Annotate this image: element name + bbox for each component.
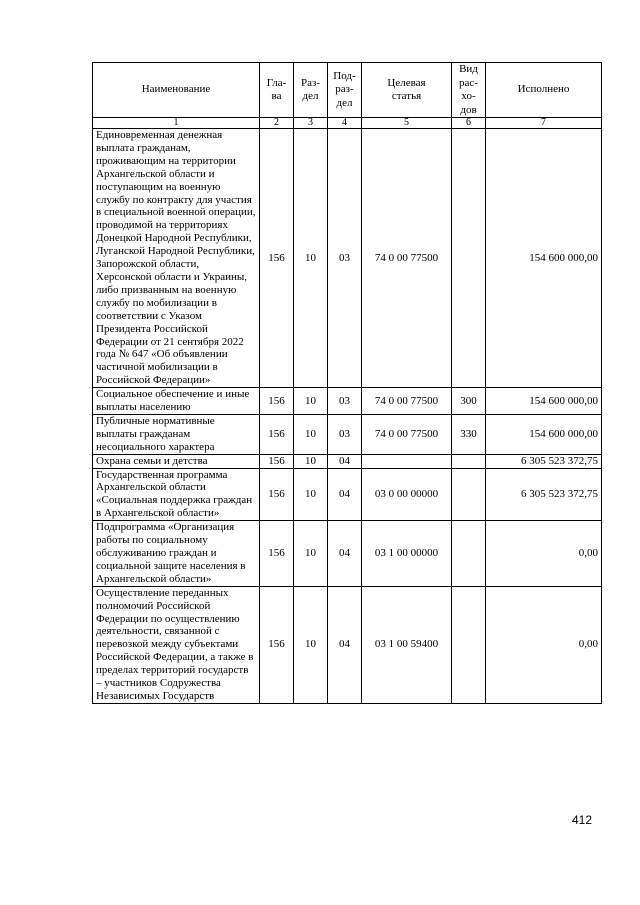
table-row bbox=[93, 414, 602, 454]
row-expense-type bbox=[452, 586, 486, 703]
row-chapter: 156 bbox=[260, 468, 294, 521]
row-target-article: 74 0 00 77500 bbox=[362, 388, 452, 415]
row-chapter: 156 bbox=[260, 414, 294, 454]
row-chapter: 156 bbox=[260, 521, 294, 587]
column-number: 6 bbox=[452, 118, 486, 129]
budget-table bbox=[92, 62, 602, 704]
row-executed: 0,00 bbox=[486, 521, 602, 587]
row-section: 10 bbox=[294, 586, 328, 703]
row-executed: 6 305 523 372,75 bbox=[486, 454, 602, 468]
row-target-article: 74 0 00 77500 bbox=[362, 414, 452, 454]
row-target-article: 03 1 00 00000 bbox=[362, 521, 452, 587]
row-section: 10 bbox=[294, 521, 328, 587]
row-subsection: 04 bbox=[328, 586, 362, 703]
column-number: 1 bbox=[93, 118, 260, 129]
header-chapter: Гла- ва bbox=[260, 63, 294, 118]
row-expense-type bbox=[452, 521, 486, 587]
row-expense-type: 300 bbox=[452, 388, 486, 415]
row-subsection: 04 bbox=[328, 454, 362, 468]
row-chapter: 156 bbox=[260, 454, 294, 468]
row-name: Публичные нормативные выплаты гражданам несоциального характера bbox=[93, 414, 260, 454]
row-subsection: 03 bbox=[328, 129, 362, 388]
row-target-article bbox=[362, 454, 452, 468]
table-row bbox=[93, 388, 602, 415]
row-name: Осуществление переданных полномочий Российской Федерации по осуществлению деятельности, связанной с перевозкой между субъектами Российской Федерации, а также в пределах территорий государств – участников Содружества Независимых Государств bbox=[93, 586, 260, 703]
row-section: 10 bbox=[294, 468, 328, 521]
row-name: Подпрограмма «Организация работы по социальному обслуживанию граждан и социальной защите населения в Архангельской области» bbox=[93, 521, 260, 587]
column-number: 4 bbox=[328, 118, 362, 129]
row-executed: 6 305 523 372,75 bbox=[486, 468, 602, 521]
header-expense-type: Вид рас- хо- дов bbox=[452, 63, 486, 118]
row-target-article: 74 0 00 77500 bbox=[362, 129, 452, 388]
row-executed: 0,00 bbox=[486, 586, 602, 703]
row-section: 10 bbox=[294, 414, 328, 454]
row-expense-type bbox=[452, 129, 486, 388]
header-target-article: Целевая статья bbox=[362, 63, 452, 118]
row-target-article: 03 0 00 00000 bbox=[362, 468, 452, 521]
header-subsection: Под- раз- дел bbox=[328, 63, 362, 118]
row-expense-type bbox=[452, 454, 486, 468]
table-row bbox=[93, 129, 602, 388]
row-executed: 154 600 000,00 bbox=[486, 414, 602, 454]
table-row bbox=[93, 521, 602, 587]
row-expense-type: 330 bbox=[452, 414, 486, 454]
row-subsection: 04 bbox=[328, 521, 362, 587]
row-section: 10 bbox=[294, 454, 328, 468]
table-row bbox=[93, 454, 602, 468]
row-name: Охрана семьи и детства bbox=[93, 454, 260, 468]
header-row bbox=[93, 63, 602, 118]
column-number: 5 bbox=[362, 118, 452, 129]
row-executed: 154 600 000,00 bbox=[486, 388, 602, 415]
row-expense-type bbox=[452, 468, 486, 521]
column-number: 3 bbox=[294, 118, 328, 129]
page-number: 412 bbox=[572, 813, 593, 827]
header-name: Наименование bbox=[93, 63, 260, 118]
column-number-row bbox=[93, 118, 602, 129]
row-section: 10 bbox=[294, 129, 328, 388]
row-subsection: 03 bbox=[328, 388, 362, 415]
row-target-article: 03 1 00 59400 bbox=[362, 586, 452, 703]
row-chapter: 156 bbox=[260, 129, 294, 388]
row-chapter: 156 bbox=[260, 388, 294, 415]
row-executed: 154 600 000,00 bbox=[486, 129, 602, 388]
column-number: 7 bbox=[486, 118, 602, 129]
row-subsection: 03 bbox=[328, 414, 362, 454]
row-section: 10 bbox=[294, 388, 328, 415]
row-chapter: 156 bbox=[260, 586, 294, 703]
header-section: Раз- дел bbox=[294, 63, 328, 118]
table-row bbox=[93, 586, 602, 703]
row-name: Единовременная денежная выплата гражданам, проживающим на территории Архангельской области и поступающим на военную службу по контракту для участия в специальной военной операции, проводимой на территориях Донецкой Народной Республики, Луганской Народной Республики, Запорожской области, Херсонской области и Украины, либо призванным на военную службу по мобилизации в соответствии с Указом Президента Российской Федерации от 21 сентября 2022 года № 647 «Об объявлении частичной мобилизации в Российской Федерации» bbox=[93, 129, 260, 388]
row-name: Социальное обеспечение и иные выплаты населению bbox=[93, 388, 260, 415]
table-row bbox=[93, 468, 602, 521]
row-subsection: 04 bbox=[328, 468, 362, 521]
column-number: 2 bbox=[260, 118, 294, 129]
header-executed: Исполнено bbox=[486, 63, 602, 118]
row-name: Государственная программа Архангельской области «Социальная поддержка граждан в Архангельской области» bbox=[93, 468, 260, 521]
